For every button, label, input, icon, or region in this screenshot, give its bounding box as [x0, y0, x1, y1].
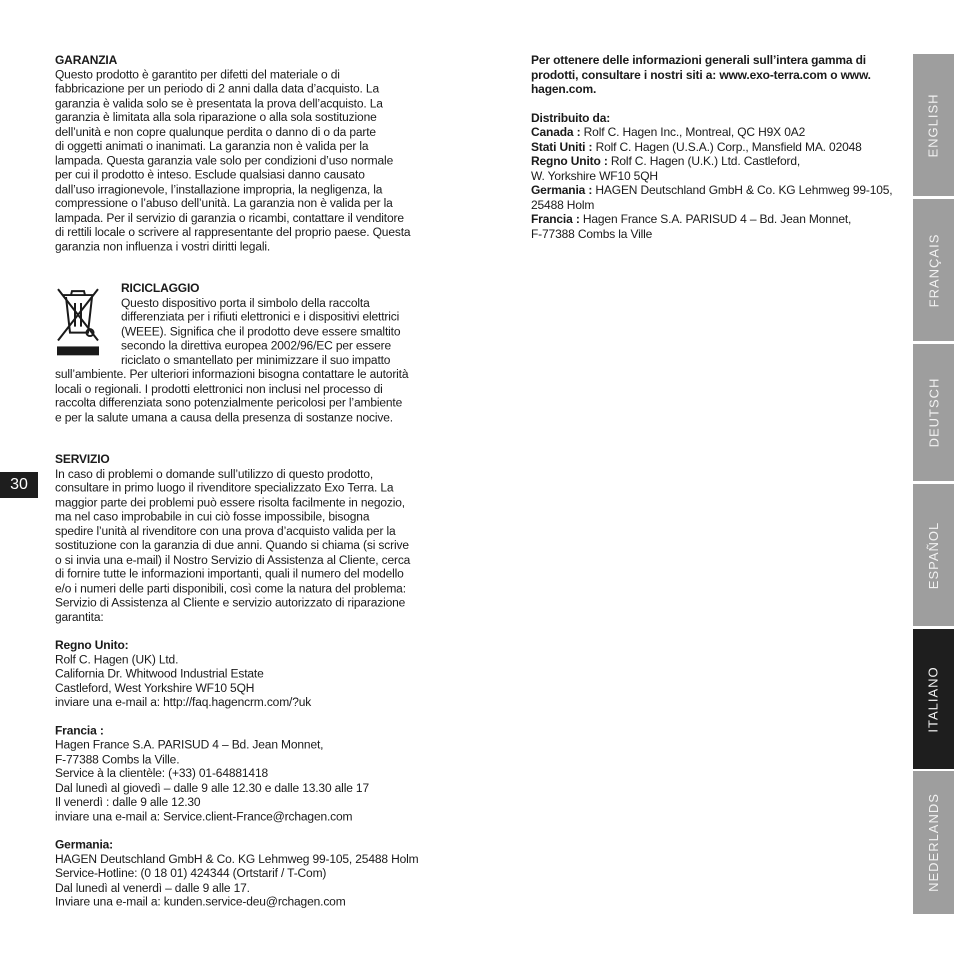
page-number: 30	[0, 472, 38, 498]
text-line: Il venerdì : dalle 9 alle 12.30	[55, 794, 201, 809]
text-line: California Dr. Whitwood Industrial Estate	[55, 666, 264, 681]
text-line: raccolta differenziata sono potenzialmente pericolosi per l’ambiente	[55, 395, 403, 410]
text-line: sull’ambiente. Per ulteriori informazioni bisogna contattare le autorità	[55, 367, 409, 382]
text-line: garantita:	[55, 609, 104, 624]
text-line: Hagen France S.A. PARISUD 4 – Bd. Jean Monnet,	[55, 737, 324, 752]
garanzia-section	[55, 53, 430, 254]
distribuito-heading: Distribuito da:	[531, 110, 611, 125]
distrib-canada: Canada : Rolf C. Hagen Inc., Montreal, QC H9X 0A2	[531, 125, 806, 139]
text-line: ma nel caso improbabile in cui ciò fosse impossibile, bisogna	[55, 509, 370, 524]
regno-unito-section	[55, 638, 430, 710]
text-line: In caso di problemi o domande sull’utilizzo di questo prodotto,	[55, 466, 374, 481]
text-line: F-77388 Combs la Ville.	[55, 752, 180, 766]
language-tab-label: NEDERLANDS	[926, 793, 942, 892]
info-body	[531, 53, 901, 97]
language-tab-label: ESPAÑOL	[926, 521, 942, 589]
language-tab-english[interactable]	[913, 54, 954, 196]
riciclaggio-section	[55, 281, 430, 424]
distrib-germania: Germania : HAGEN Deutschland GmbH & Co. KG Lehmweg 99-105,	[531, 183, 893, 197]
text-line: Inviare una e-mail a: kunden.service-deu@rchagen.com	[55, 894, 346, 909]
text-line: garanzia è valida solo se è presentata la prova dell’acquisto. La	[55, 95, 383, 110]
text-line: lampada. Per il servizio di garanzia o ricambi, contattare il venditore	[55, 210, 404, 225]
text-line: prodotti, consultare i nostri siti a: www.exo-terra.com o www.	[531, 67, 871, 82]
language-tab-label: ITALIANO	[926, 665, 941, 733]
distrib-francia: Francia : Hagen France S.A. PARISUD 4 – Bd. Jean Monnet,	[531, 212, 852, 226]
text-line: Castleford, West Yorkshire WF10 5QH	[55, 680, 255, 695]
language-tab-label: FRANÇAIS	[926, 233, 942, 307]
text-line: riciclato o smantellato per minimizzare il suo impatto	[121, 352, 391, 367]
text-line: fabbricazione per un periodo di 2 anni dalla data d’acquisto. La	[55, 81, 379, 96]
weee-crossed-bin-icon	[55, 281, 101, 358]
text-line: per cui il prodotto è inteso. Esclude qualsiasi danno causato	[55, 167, 365, 182]
distrib-usa: Stati Uniti : Rolf C. Hagen (U.S.A.) Corp., Mansfield MA. 02048	[531, 139, 862, 154]
text-line: Per ottenere delle informazioni generali sull’intera gamma di	[531, 53, 866, 67]
garanzia-heading: GARANZIA	[55, 53, 118, 67]
servizio-heading: SERVIZIO	[55, 452, 110, 466]
text-line: Dal lunedì al giovedì – dalle 9 alle 12.30 e dalle 13.30 alle 17	[55, 780, 369, 795]
text-line: lampada. Questa garanzia vale solo per condizioni d’uso normale	[55, 153, 394, 168]
text-line: garanzia è limitata alla sola riparazione o alla sola sostituzione	[55, 110, 377, 125]
germania-body	[55, 852, 430, 909]
germania-heading: Germania:	[55, 837, 114, 852]
francia-section	[55, 723, 430, 823]
language-tab-italiano[interactable]	[913, 629, 954, 769]
text-line: di fornire tutte le informazioni importanti, quali il numero del modello	[55, 566, 404, 581]
text-line: sostituzione con la garanzia di due anni. Quando si chiama (si scrive	[55, 538, 409, 552]
language-tab-deutsch[interactable]	[913, 344, 954, 481]
riciclaggio-heading: RICICLAGGIO	[121, 281, 200, 296]
language-tab-français[interactable]	[913, 199, 954, 341]
text-line: o si invia una e-mail) il Nostro Servizio di Assistenza al Cliente, cerca	[55, 552, 411, 567]
regno-unito-heading: Regno Unito:	[55, 637, 129, 652]
language-tab-español[interactable]	[913, 484, 954, 626]
text-line: dall’uso irragionevole, l’installazione impropria, la negligenza, la	[55, 181, 383, 196]
servizio-body	[55, 466, 430, 624]
text-line: e per la salute umana a causa della presenza di sostanze nocive.	[55, 410, 393, 424]
text-line: differenziata per i rifiuti elettronici e i dispositivi elettrici	[121, 309, 400, 324]
text-line: Rolf C. Hagen (UK) Ltd.	[55, 652, 179, 667]
text-line: compressione o l’abuso dell’unità. La garanzia non è valida per la	[55, 196, 393, 211]
text-line: dell’unità e non copre qualunque perdita o danno di o da parte	[55, 124, 376, 139]
germania-section	[55, 837, 430, 909]
left-column	[55, 53, 430, 923]
text-line: secondo la direttiva europea 2002/96/EC per essere	[121, 338, 392, 353]
francia-heading: Francia :	[55, 723, 104, 738]
text-line: spedire l’unità al rivenditore con una prova d’acquisto valida per la	[55, 523, 396, 538]
text-line: maggior parte dei problemi può essere risolta facilmente in negozio,	[55, 495, 405, 509]
text-line: hagen.com.	[531, 82, 597, 96]
distribuito-section	[531, 111, 901, 242]
distrib-uk: Regno Unito : Rolf C. Hagen (U.K.) Ltd. Castleford,	[531, 154, 801, 168]
text-line: Service à la clientèle: (+33) 01-64881418	[55, 766, 268, 781]
language-tab-label: DEUTSCH	[926, 377, 941, 448]
info-section	[531, 53, 901, 97]
text-line: e/o i numeri delle parti disponibili, così come la natura del problema:	[55, 581, 406, 595]
text-line: garanzia non influenza i vostri diritti legali.	[55, 239, 271, 254]
text-line: Questo prodotto è garantito per difetti del materiale o di	[55, 67, 340, 82]
text-line: Questo dispositivo porta il simbolo della raccolta	[121, 295, 370, 310]
text-line: di oggetti animati o inanimati. La garanzia non è valida per la	[55, 138, 369, 153]
text-line: consultare in primo luogo il rivenditore specializzato Exo Terra. La	[55, 480, 394, 495]
riciclaggio-indented-body	[55, 296, 430, 368]
text-line: inviare una e-mail a: Service.client-France@rchagen.com	[55, 809, 353, 824]
servizio-section	[55, 452, 430, 624]
text-line: (WEEE). Significa che il prodotto deve essere smaltito	[121, 324, 401, 339]
garanzia-body	[55, 67, 430, 253]
language-tab-label: ENGLISH	[926, 92, 942, 158]
text-line: Dal lunedì al venerdì – dalle 9 alle 17.	[55, 880, 250, 895]
francia-body	[55, 738, 430, 824]
distrib-uk-2: W. Yorkshire WF10 5QH	[531, 168, 658, 183]
language-tabs	[913, 54, 954, 914]
distrib-francia-2: F-77388 Combs la Ville	[531, 226, 653, 241]
text-line: Servizio di Assistenza al Cliente e servizio autorizzato di riparazione	[55, 595, 406, 610]
text-line: Service-Hotline: (0 18 01) 424344 (Ortstarif / T-Com)	[55, 866, 327, 880]
text-line: di rettili locale o scrivere al rappresentante del proprio paese. Questa	[55, 224, 411, 239]
regno-unito-body	[55, 652, 430, 709]
right-column	[531, 53, 901, 255]
text-line: inviare una e-mail a: http://faq.hagencrm.com/?uk	[55, 695, 312, 710]
text-line: locali o regionali. I prodotti elettronici non inclusi nel processo di	[55, 381, 383, 396]
text-line: HAGEN Deutschland GmbH & Co. KG Lehmweg 99-105, 25488 Holm	[55, 851, 419, 866]
language-tab-nederlands[interactable]	[913, 771, 954, 914]
riciclaggio-body	[55, 367, 430, 424]
distrib-germania-2: 25488 Holm	[531, 197, 595, 212]
